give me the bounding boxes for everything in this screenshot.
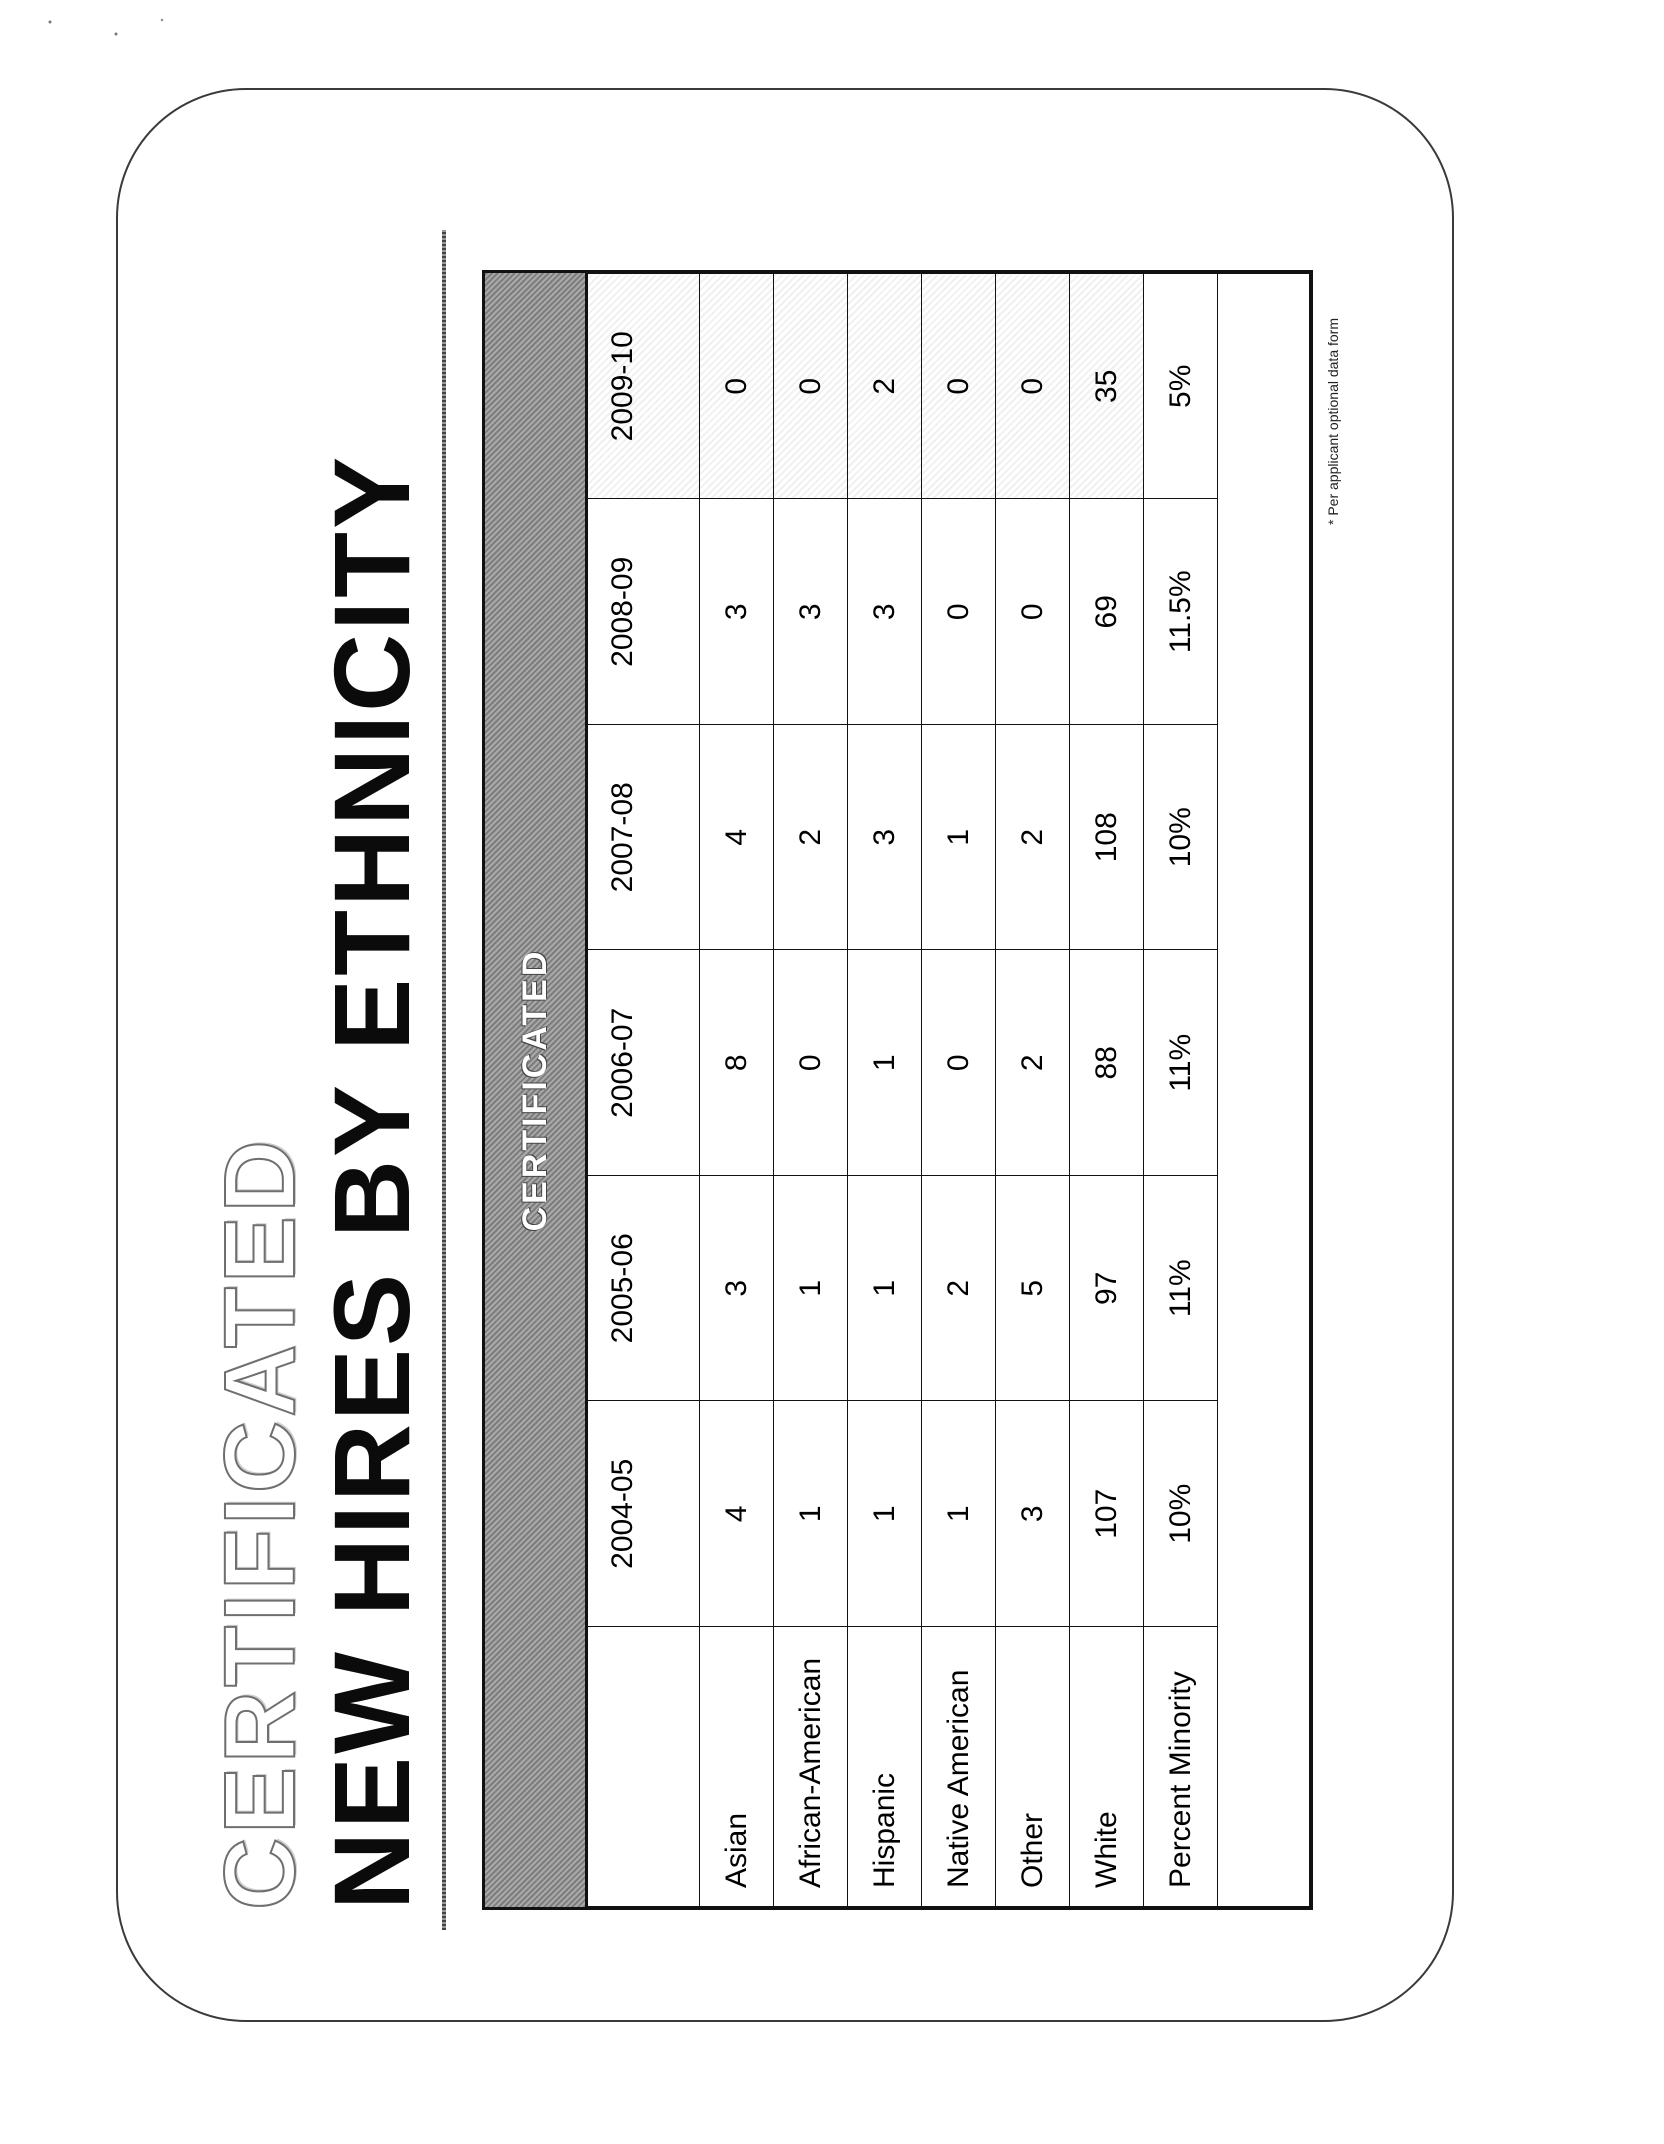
row-label: Asian [700, 1627, 774, 1907]
table-cell: 3 [774, 499, 848, 725]
table-footnote: * Per applicant optional data form [1325, 318, 1341, 526]
table-cell: 0 [996, 499, 1070, 725]
table-banner: CERTIFICATED [485, 273, 587, 1907]
table-cell: 10% [1144, 1401, 1218, 1627]
table-row [700, 274, 774, 1907]
slide-kicker: CERTIFICATED [204, 1136, 316, 1910]
table-cell: 0 [774, 274, 848, 500]
table-cell: 2 [848, 274, 922, 500]
header-row [588, 274, 700, 1907]
table-row [1144, 274, 1218, 1907]
table-cell: 0 [700, 274, 774, 500]
table-cell: 35 [1070, 274, 1144, 500]
table-cell: 11.5% [1144, 499, 1218, 725]
table-cell: 1 [774, 1176, 848, 1402]
table-cell: 1 [848, 950, 922, 1176]
table-cell: 2 [922, 1176, 996, 1402]
hires-table-container [482, 270, 1341, 1910]
table-cell: 2 [996, 950, 1070, 1176]
table-cell: 88 [1070, 950, 1144, 1176]
row-label: Other [996, 1627, 1070, 1907]
table-cell: 107 [1070, 1401, 1144, 1627]
column-header: 2006-07 [588, 950, 700, 1176]
table-cell: 3 [700, 499, 774, 725]
rotated-slide [204, 170, 1410, 1910]
table-cell: 5 [996, 1176, 1070, 1402]
table-cell: 0 [922, 950, 996, 1176]
table-cell: 108 [1070, 725, 1144, 951]
slide-title: NEW HIRES BY ETHNICITY [311, 453, 432, 1910]
table-cell: 69 [1070, 499, 1144, 725]
table-row [922, 274, 996, 1907]
table-row [774, 274, 848, 1907]
table-cell: 11% [1144, 1176, 1218, 1402]
table-cell: 3 [996, 1401, 1070, 1627]
row-label: African-American [774, 1627, 848, 1907]
column-header: 2004-05 [588, 1401, 700, 1627]
column-header: 2007-08 [588, 725, 700, 951]
table-cell: 8 [700, 950, 774, 1176]
header-corner [588, 1627, 700, 1907]
table-cell: 0 [774, 950, 848, 1176]
table-cell: 3 [848, 499, 922, 725]
table-cell: 2 [774, 725, 848, 951]
table-cell: 97 [1070, 1176, 1144, 1402]
table-cell: 11% [1144, 950, 1218, 1176]
table-cell: 0 [922, 274, 996, 500]
table-cell: 4 [700, 1401, 774, 1627]
row-label: Native American [922, 1627, 996, 1907]
hires-table [587, 273, 1341, 1907]
table-cell: 3 [848, 725, 922, 951]
table-cell: 0 [922, 499, 996, 725]
table-cell: 5% [1144, 274, 1218, 500]
column-header: 2005-06 [588, 1176, 700, 1402]
table-row [1070, 274, 1144, 1907]
table-cell: 3 [700, 1176, 774, 1402]
title-rule [442, 230, 446, 1930]
table-cell: 0 [996, 274, 1070, 500]
table-cell: 4 [700, 725, 774, 951]
row-label: Hispanic [848, 1627, 922, 1907]
table-row [996, 274, 1070, 1907]
column-header: 2008-09 [588, 499, 700, 725]
table-cell: 1 [774, 1401, 848, 1627]
column-header: 2009-10 [588, 274, 700, 500]
table-cell: 1 [922, 725, 996, 951]
table-cell: 1 [922, 1401, 996, 1627]
table-row [848, 274, 922, 1907]
table-cell: 1 [848, 1176, 922, 1402]
table-cell: 1 [848, 1401, 922, 1627]
table-cell: 10% [1144, 725, 1218, 951]
footnote-cell [1218, 274, 1341, 1907]
table-cell: 2 [996, 725, 1070, 951]
scan-speck-marks [44, 12, 184, 52]
footnote-row [1218, 274, 1310, 1907]
row-label: White [1070, 1627, 1144, 1907]
row-label: Percent Minority [1144, 1627, 1218, 1907]
